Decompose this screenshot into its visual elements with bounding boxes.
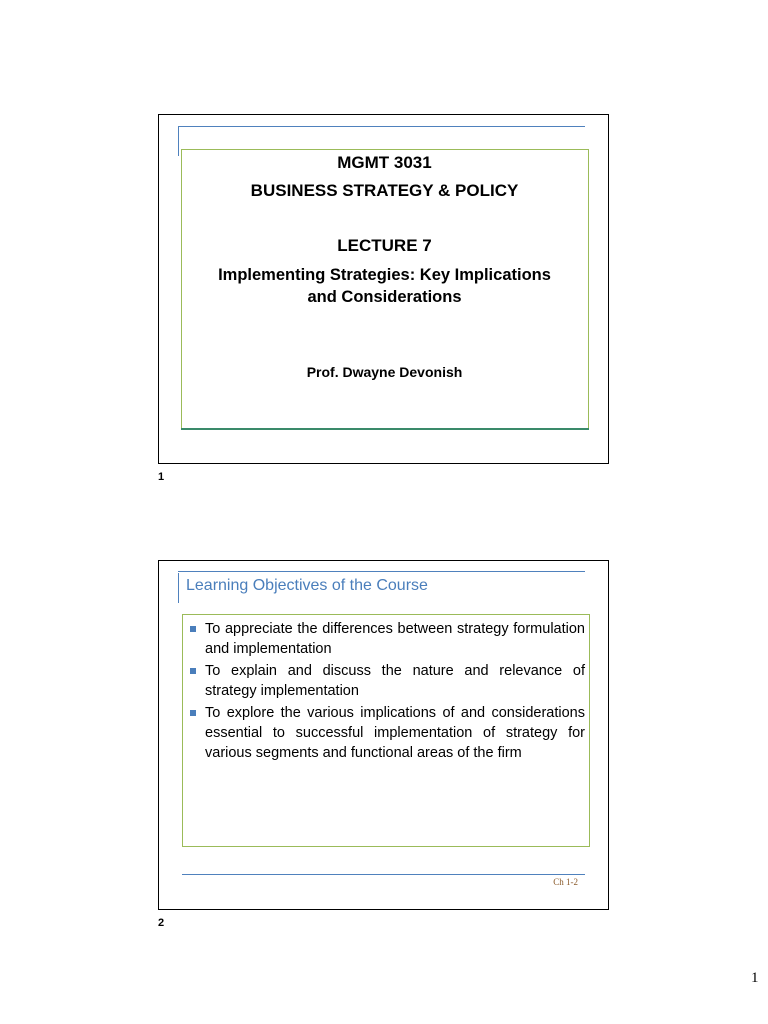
slide-2-left-rule: [178, 573, 179, 603]
lecture-subtitle: [159, 264, 610, 308]
slide-2: [158, 560, 609, 910]
square-bullet-icon: [190, 668, 196, 674]
objective-text-1: To appreciate the differences between strategy formulation and implementation: [205, 621, 585, 657]
list-item: [187, 619, 585, 659]
slide-1: [158, 114, 609, 464]
lecture-subtitle-line-2: and Considerations: [307, 288, 462, 306]
list-item: [187, 661, 585, 701]
course-title: BUSINESS STRATEGY & POLICY: [250, 181, 519, 200]
slide-2-top-rule: [178, 571, 585, 572]
list-item: [187, 703, 585, 763]
author-name: Prof. Dwayne Devonish: [306, 364, 463, 380]
square-bullet-icon: [190, 710, 196, 716]
chapter-label: Ch 1-2: [553, 877, 578, 887]
slide-1-top-rule: [178, 126, 585, 127]
page-number: 1: [751, 970, 759, 986]
square-bullet-icon: [190, 626, 196, 632]
slide-number-2: 2: [158, 917, 165, 929]
objectives-box: [182, 614, 590, 847]
slide-1-bottom-rule: [181, 428, 589, 430]
slide-number-1: 1: [158, 471, 165, 483]
objective-text-3: To explore the various implications of and considerations essential to successful implementation of strategy for various segments and functional areas of the firm: [205, 705, 585, 761]
lecture-subtitle-line-1: Implementing Strategies: Key Implications: [218, 266, 551, 284]
course-code: MGMT 3031: [337, 153, 432, 172]
slide-1-left-rule: [178, 126, 179, 156]
objectives-list: [187, 619, 585, 765]
slide-heading: Learning Objectives of the Course: [186, 577, 428, 594]
slide-2-bottom-rule: [182, 874, 585, 875]
lecture-number: LECTURE 7: [337, 236, 432, 255]
objective-text-2: To explain and discuss the nature and relevance of strategy implementation: [205, 663, 585, 699]
